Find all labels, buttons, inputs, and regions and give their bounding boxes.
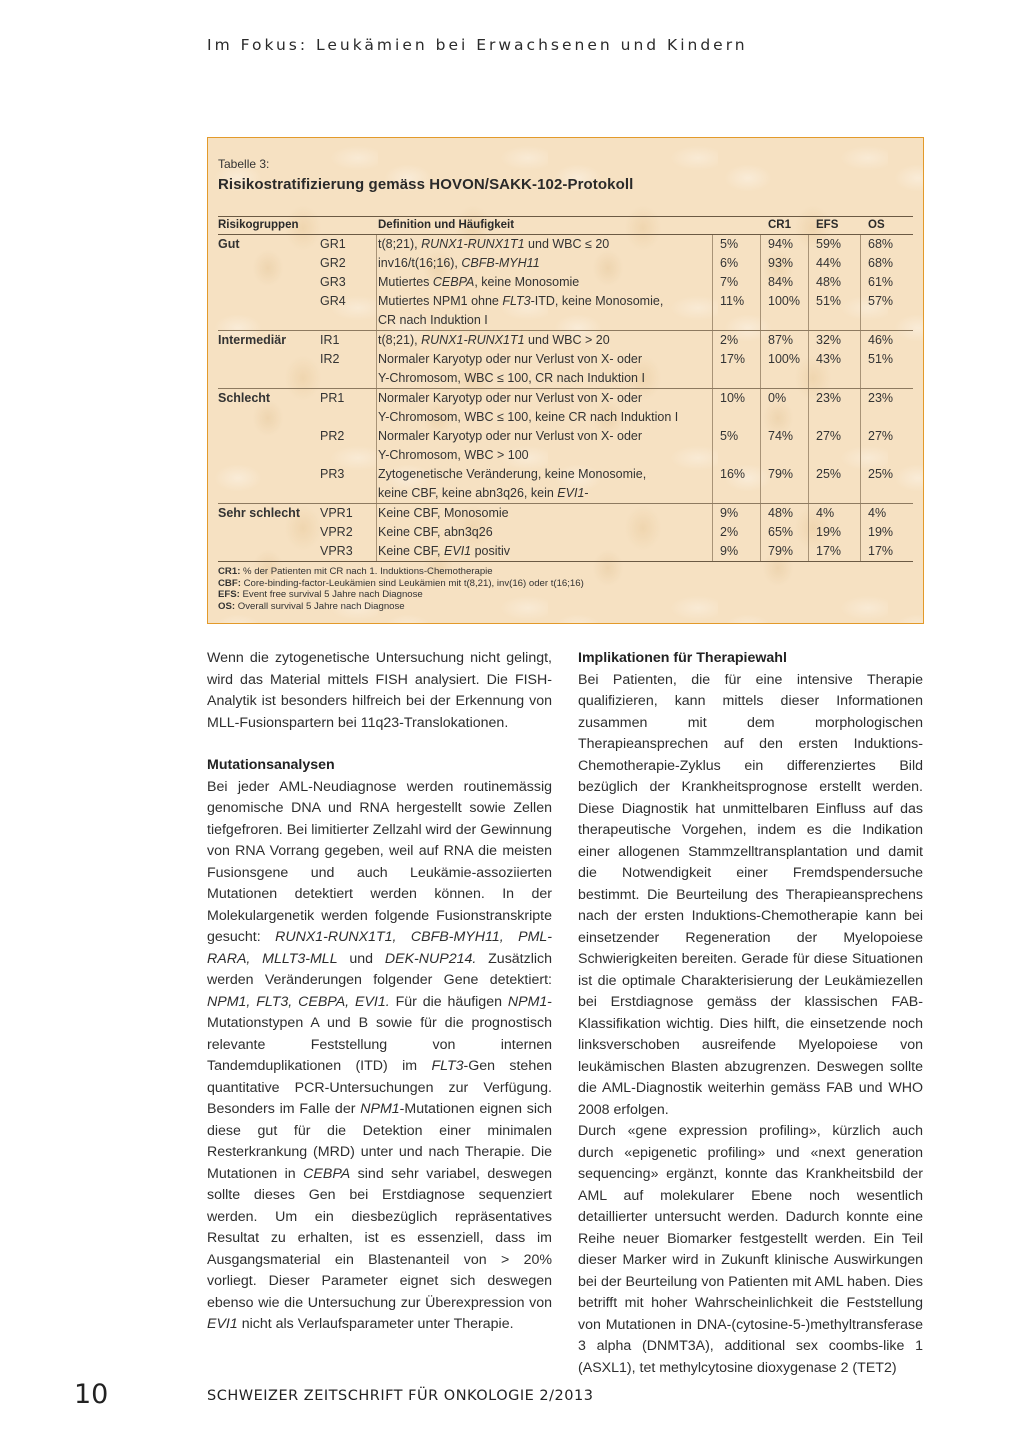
cell-code: IR1: [320, 333, 340, 347]
cell-efs: 25%: [816, 467, 842, 481]
cell-efs: 43%: [816, 352, 842, 366]
table-row: [218, 542, 913, 561]
cell-definition: Keine CBF, Monosomie: [378, 506, 509, 520]
cell-os: 25%: [868, 467, 894, 481]
cell-code: GR1: [320, 237, 346, 251]
cell-efs: 32%: [816, 333, 842, 347]
cell-cr1: 94%: [768, 237, 794, 251]
table-group: [218, 388, 913, 503]
cell-group: Intermediär: [218, 333, 287, 347]
table-row: [218, 254, 913, 273]
cell-os: 17%: [868, 544, 894, 558]
risk-table: [218, 216, 913, 562]
cell-definition: Normaler Karyotyp oder nur Verlust von X- oder Y-Chromosom, WBC > 100: [378, 429, 643, 462]
cell-code: VPR2: [320, 525, 353, 539]
risk-table-box: [207, 137, 924, 624]
cell-os: 51%: [868, 352, 894, 366]
body-column-left: [207, 648, 552, 1336]
cell-code: PR1: [320, 391, 345, 405]
cell-definition: Keine CBF, abn3q26: [378, 525, 493, 539]
table-row: [218, 465, 913, 503]
table-row: [218, 235, 913, 254]
table-row: [218, 350, 913, 388]
table-row: [218, 292, 913, 330]
table-row: [218, 273, 913, 292]
table-header-row: [218, 217, 913, 234]
cell-frequency: 10%: [720, 391, 746, 405]
table-row: [218, 389, 913, 427]
cell-frequency: 9%: [720, 506, 739, 520]
cell-code: GR3: [320, 275, 346, 289]
cell-definition: t(8;21), RUNX1-RUNX1T1 und WBC ≤ 20: [378, 237, 610, 251]
cell-code: PR2: [320, 429, 345, 443]
cell-group: Sehr schlecht: [218, 506, 300, 520]
cell-cr1: 100%: [768, 294, 800, 308]
cell-code: GR2: [320, 256, 346, 270]
section-heading: Mutationsanalysen: [207, 757, 335, 773]
cell-frequency: 16%: [720, 467, 746, 481]
cell-cr1: 100%: [768, 352, 800, 366]
cell-definition: inv16/t(16;16), CBFB-MYH11: [378, 256, 540, 270]
table-title: Risikostratifizierung gemäss HOVON/SAKK-102-Protokoll: [218, 176, 634, 193]
cell-efs: 48%: [816, 275, 842, 289]
cell-frequency: 2%: [720, 525, 739, 539]
running-head: Im Fokus: Leukämien bei Erwachsenen und Kindern: [207, 36, 748, 54]
cell-frequency: 17%: [720, 352, 746, 366]
col-header-efs: EFS: [816, 219, 839, 231]
footnote: OS: Overall survival 5 Jahre nach Diagnose: [218, 600, 405, 612]
cell-cr1: 48%: [768, 506, 794, 520]
cell-efs: 51%: [816, 294, 842, 308]
cell-frequency: 5%: [720, 237, 739, 251]
cell-code: PR3: [320, 467, 345, 481]
table-group: [218, 235, 913, 330]
cell-os: 27%: [868, 429, 894, 443]
body-column-right: [578, 648, 923, 1379]
cell-cr1: 79%: [768, 467, 794, 481]
table-group: [218, 330, 913, 388]
table-caption: Tabelle 3:: [218, 157, 270, 171]
table-body: [218, 235, 913, 561]
col-header-os: OS: [868, 219, 885, 231]
cell-code: VPR1: [320, 506, 353, 520]
cell-efs: 4%: [816, 506, 835, 520]
cell-os: 19%: [868, 525, 894, 539]
cell-definition: Normaler Karyotyp oder nur Verlust von X- oder Y-Chromosom, WBC ≤ 100, CR nach Induktion I: [378, 352, 645, 385]
cell-group: Schlecht: [218, 391, 271, 405]
table-group: [218, 503, 913, 561]
cell-efs: 27%: [816, 429, 842, 443]
cell-cr1: 65%: [768, 525, 794, 539]
cell-frequency: 5%: [720, 429, 739, 443]
cell-os: 61%: [868, 275, 894, 289]
cell-os: 68%: [868, 256, 894, 270]
cell-os: 57%: [868, 294, 894, 308]
cell-efs: 17%: [816, 544, 842, 558]
cell-os: 23%: [868, 391, 894, 405]
table-row: [218, 427, 913, 465]
cell-definition: Zytogenetische Veränderung, keine Monosomie, keine CBF, keine abn3q26, kein EVI1-: [378, 467, 647, 500]
cell-cr1: 87%: [768, 333, 794, 347]
journal-title: SCHWEIZER ZEITSCHRIFT FÜR ONKOLOGIE 2/2013: [207, 1388, 594, 1404]
cell-definition: Normaler Karyotyp oder nur Verlust von X- oder Y-Chromosom, WBC ≤ 100, keine CR nach Induktion I: [378, 391, 679, 424]
cell-definition: Mutiertes NPM1 ohne FLT3-ITD, keine Monosomie, CR nach Induktion I: [378, 294, 664, 327]
cell-definition: t(8;21), RUNX1-RUNX1T1 und WBC > 20: [378, 333, 610, 347]
footnote: CR1: % der Patienten mit CR nach 1. Induktions-Chemotherapie: [218, 566, 493, 577]
body-paragraph: Bei Patienten, die für eine intensive Therapie qualifizieren, kann mittels dieser Informationen zusammen mit dem morphologischen Therapieansprechen auf den ersten Induktions-Chemotherapie-Zyklus ein differenziertes Bild bezüglich der Krankheitsprognose erstellt werden. Diese Diagnostik hat unmittelbaren Einfluss auf das therapeutische Vorgehen, indem es die Indikation einer allogenen Stammzelltransplantation und damit die Notwendigkeit einer Fremdspendersuche bestimmt. Die Beurteilung des Therapieansprechens nach der ersten Induktions-Chemotherapie kann bei einsetzender Regeneration der Myelopoiese Schwierigkeiten bereiten. Gerade für diese Situationen ist die optimale Charakterisierung der Leukämiezellen bei Erstdiagnose gemäss der klassischen FAB-Klassifikation wichtig. Dies hilft, die einsetzende noch linksverschoben ausreifende Myelopoiese von leukämischen Blasten abzugrenzen. Deswegen sollte die AML-Diagnostik weiterhin gemäss FAB und WHO 2008 erfolgen.: [578, 671, 923, 1118]
cell-os: 46%: [868, 333, 894, 347]
cell-frequency: 11%: [720, 294, 745, 308]
cell-cr1: 0%: [768, 391, 787, 405]
table-row: [218, 523, 913, 542]
page-number: 10: [74, 1379, 109, 1410]
cell-os: 4%: [868, 506, 887, 520]
body-paragraph: Wenn die zytogenetische Untersuchung nicht gelingt, wird das Material mittels FISH analysiert. Die FISH-Analytik ist besonders hilfreich bei der Erkennung von MLL-Fusionspartern bei 11q23-Translokationen.: [207, 650, 552, 731]
cell-cr1: 84%: [768, 275, 794, 289]
col-header-group: Risikogruppen: [218, 219, 299, 231]
cell-frequency: 7%: [720, 275, 739, 289]
footnote: EFS: Event free survival 5 Jahre nach Diagnose: [218, 589, 423, 600]
cell-cr1: 79%: [768, 544, 794, 558]
cell-efs: 59%: [816, 237, 842, 251]
cell-efs: 44%: [816, 256, 842, 270]
cell-code: VPR3: [320, 544, 353, 558]
col-header-definition: Definition und Häufigkeit: [378, 219, 515, 231]
footnote: CBF: Core-binding-factor-Leukämien sind Leukämien mit t(8,21), inv(16) oder t(16;16): [218, 577, 584, 589]
section-heading: Implikationen für Therapiewahl: [578, 650, 787, 666]
cell-efs: 23%: [816, 391, 842, 405]
col-header-cr1: CR1: [768, 219, 792, 231]
cell-efs: 19%: [816, 525, 842, 539]
body-paragraph: Bei jeder AML-Neudiagnose werden routinemässig genomische DNA und RNA hergestellt sowie Zellen tiefgefroren. Bei limitierter Zellzahl wird der Gewinnung von RNA Vorrang gegeben, weil auf RNA die meisten Fusionsgene und auch Leukämie-assoziierten Mutationen detektiert werden können. In der Molekulargenetik werden folgende Fusionstranskripte gesucht: RUNX1-RUNX1T1, CBFB-MYH11, PML-RARA, MLLT3-MLL und DEK-NUP214. Zusätzlich werden Veränderungen folgender Gene detektiert: NPM1, FLT3, CEBPA, EVI1. Für die häufigen NPM1-Mutationstypen A und B sowie für die prognostisch relevante Feststellung von internen Tandemduplikationen (ITD) im FLT3-Gen stehen quantitative PCR-Untersuchungen zur Verfügung. Besonders im Falle der NPM1-Mutationen eignen sich diese gut für die Detektion einer minimalen Resterkrankung (MRD) unter und nach Therapie. Die Mutationen in CEBPA sind sehr variabel, deswegen sollte dieses Gen bei Erstdiagnose sequenziert werden. Um ein diesbezüglich repräsentatives Resultat zu erhalten, ist es essenziell, dass im Ausgangsmaterial ein Blastenanteil von > 20% vorliegt. Dieser Parameter eignet sich deswegen ebenso wie die Untersuchung zur Überexpression von EVI1 nicht als Verlaufsparameter unter Therapie.: [207, 778, 553, 1332]
table-footnotes: [218, 566, 584, 612]
cell-definition: Mutiertes CEBPA, keine Monosomie: [378, 275, 580, 289]
cell-cr1: 93%: [768, 256, 794, 270]
cell-code: IR2: [320, 352, 340, 366]
body-paragraph: Durch «gene expression profiling», kürzlich auch durch «epigenetic profiling» und «next generation sequencing» ergänzt, konnte das Krankheitsbild der AML auf molekularer Ebene noch wesentlich detaillierter untersucht werden. Dadurch konnte eine Reihe neuer Biomarker festgestellt werden. Ein Teil dieser Marker wird in Zukunft klinische Auswirkungen bei der Beurteilung von Patienten mit AML haben. Dies betrifft mit hoher Wahrscheinlichkeit die Feststellung von Mutationen in DNA-(cytosine-5-)methyltransferase 3 alpha (DNMT3A), additional sex coombs-like 1 (ASXL1), tet methylcytosine dioxygenase 2 (TET2): [578, 1123, 923, 1376]
cell-frequency: 9%: [720, 544, 739, 558]
cell-definition: Keine CBF, EVI1 positiv: [378, 544, 511, 558]
cell-frequency: 6%: [720, 256, 739, 270]
table-row: [218, 331, 913, 350]
cell-os: 68%: [868, 237, 894, 251]
cell-code: GR4: [320, 294, 346, 308]
cell-frequency: 2%: [720, 333, 739, 347]
table-row: [218, 504, 913, 523]
cell-group: Gut: [218, 237, 240, 251]
cell-cr1: 74%: [768, 429, 794, 443]
